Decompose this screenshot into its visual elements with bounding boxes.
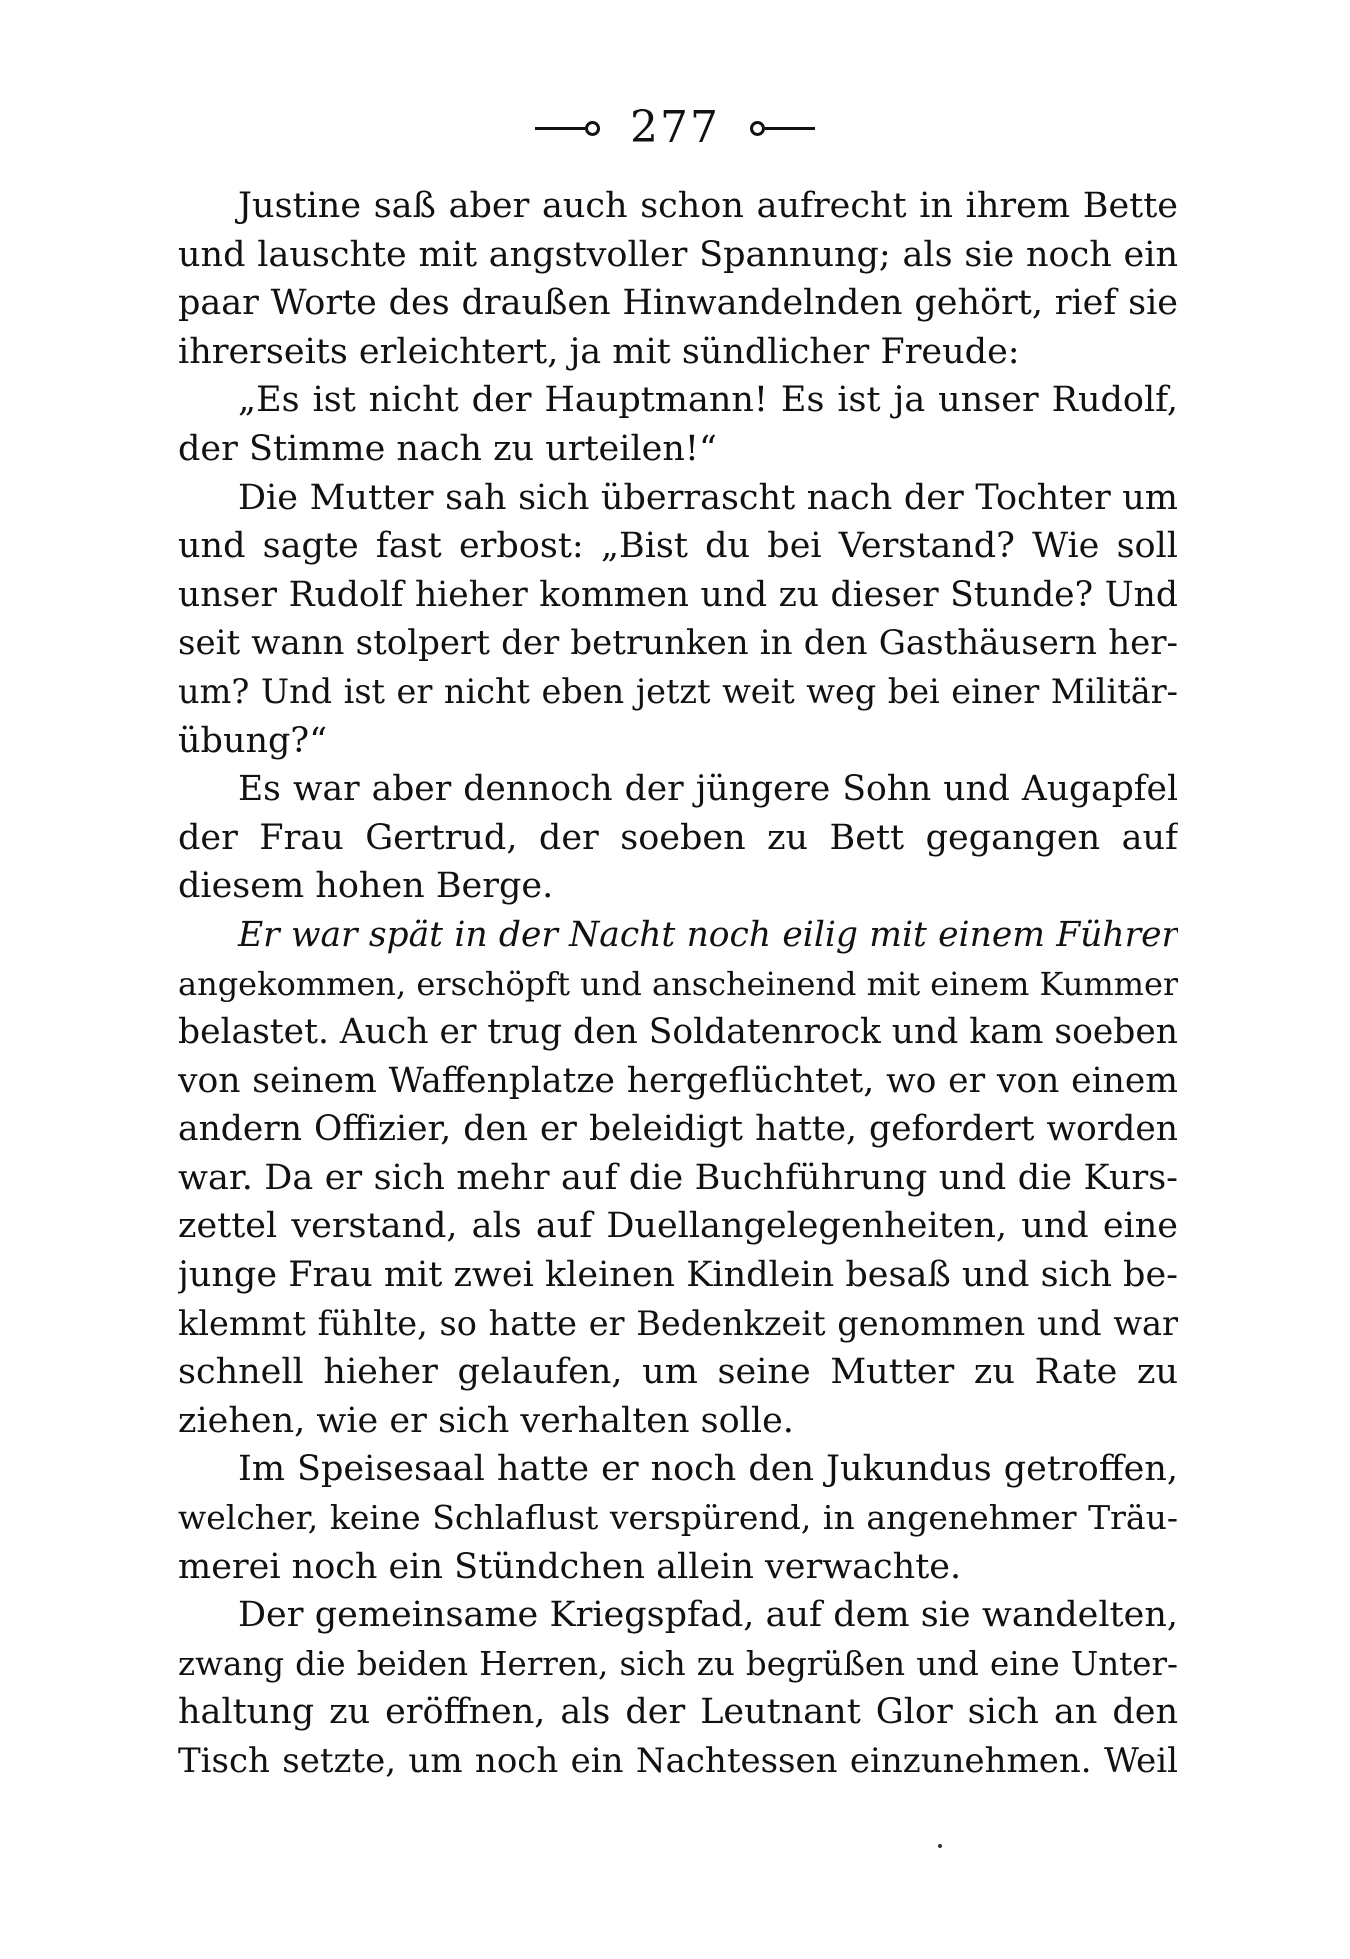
text-line: Im Speisesaal hatte er noch den Jukundus getroffen,	[238, 1449, 1178, 1490]
page-number: 277	[630, 102, 720, 153]
text-line: Der gemeinsame Kriegspfad, auf dem sie wandelten,	[238, 1595, 1178, 1636]
print-speck	[938, 1844, 942, 1848]
text-line: seit wann stolpert der betrunken in den Gasthäusern her-	[178, 623, 1178, 664]
text-line: diesem hohen Berge.	[178, 866, 554, 907]
text-line: übung?“	[178, 720, 328, 761]
page-header	[0, 98, 1350, 158]
text-line: von seinem Waffenplatze hergeflüchtet, wo er von einem	[178, 1060, 1178, 1101]
text-line: und sagte fast erbost: „Bist du bei Verstand? Wie soll	[178, 526, 1178, 567]
text-line: welcher, keine Schlaflust verspürend, in angenehmer Träu-	[178, 1498, 1178, 1538]
text-line: Tisch setzte, um noch ein Nachtessen einzunehmen. Weil	[178, 1741, 1178, 1781]
text-line: zettel verstand, als auf Duellangelegenheiten, und eine	[178, 1206, 1178, 1247]
text-line: paar Worte des draußen Hinwandelnden gehört, rief sie	[178, 283, 1178, 324]
text-line: klemmt fühlte, so hatte er Bedenkzeit genommen und war	[178, 1303, 1178, 1343]
text-line: war. Da er sich mehr auf die Buchführung und die Kurs-	[178, 1157, 1178, 1198]
text-line: junge Frau mit zwei kleinen Kindlein besaß und sich be-	[178, 1255, 1178, 1296]
text-line: ihrerseits erleichtert, ja mit sündlicher Freude:	[178, 331, 1020, 372]
text-line: „Es ist nicht der Hauptmann! Es ist ja unser Rudolf,	[238, 380, 1178, 421]
text-line: ziehen, wie er sich verhalten solle.	[178, 1400, 794, 1441]
text-line: andern Offizier, den er beleidigt hatte, gefordert worden	[178, 1109, 1178, 1150]
left-ornament-icon	[535, 121, 600, 136]
text-line: belastet. Auch er trug den Soldatenrock und kam soeben	[178, 1012, 1178, 1053]
text-line: angekommen, erschöpft und anscheinend mit einem Kummer	[178, 964, 1178, 1003]
text-line: und lauschte mit angstvoller Spannung; als sie noch ein	[178, 234, 1178, 275]
text-line: der Stimme nach zu urteilen!“	[178, 428, 717, 469]
text-line: der Frau Gertrud, der soeben zu Bett gegangen auf	[178, 817, 1178, 858]
text-line: unser Rudolf hieher kommen und zu dieser Stunde? Und	[178, 574, 1178, 615]
right-ornament-icon	[750, 121, 815, 136]
text-line: zwang die beiden Herren, sich zu begrüßen und eine Unter-	[178, 1644, 1178, 1683]
text-line: Es war aber dennoch der jüngere Sohn und Augapfel	[238, 769, 1178, 810]
text-line: schnell hieher gelaufen, um seine Mutter zu Rate zu	[178, 1352, 1178, 1393]
text-line: Justine saß aber auch schon aufrecht in ihrem Bette	[238, 186, 1178, 226]
page-body-text	[178, 182, 1178, 1786]
text-line: Die Mutter sah sich überrascht nach der Tochter um	[238, 477, 1178, 518]
text-line: haltung zu eröffnen, als der Leutnant Glor sich an den	[178, 1692, 1178, 1733]
text-line: merei noch ein Stündchen allein verwachte.	[178, 1546, 962, 1587]
text-line: um? Und ist er nicht eben jetzt weit weg bei einer Militär-	[178, 671, 1178, 711]
text-line: Er war spät in der Nacht noch eilig mit einem Führer	[238, 914, 1178, 955]
